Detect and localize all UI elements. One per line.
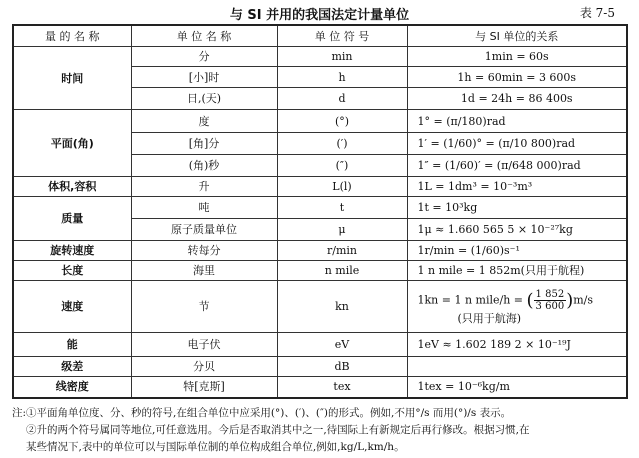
knot-note: (只用于航海): [457, 311, 522, 325]
table-row: [13, 333, 627, 357]
quantity-level: 级差: [13, 357, 131, 377]
si-relation: 1″ = (1/60)′ = (π/648 000)rad: [407, 155, 627, 177]
si-relation: 1μ ≈ 1.660 565 5 × 10⁻²⁷kg: [407, 219, 627, 241]
unit-name: 节: [131, 281, 277, 333]
si-relation: 1min = 60s: [407, 47, 627, 67]
header-quantity: 量 的 名 称: [13, 25, 131, 47]
unit-name: 海里: [131, 261, 277, 281]
si-relation: 1h = 60min = 3 600s: [407, 67, 627, 88]
unit-symbol: (″): [277, 155, 407, 177]
si-relation: [407, 357, 627, 377]
unit-symbol: tex: [277, 377, 407, 398]
unit-name: (角)秒: [131, 155, 277, 177]
si-relation: 1t = 10³kg: [407, 197, 627, 219]
unit-symbol: n mile: [277, 261, 407, 281]
si-relation: 1′ = (1/60)° = (π/10 800)rad: [407, 133, 627, 155]
unit-name: 度: [131, 110, 277, 133]
table-row: [13, 281, 627, 333]
units-table: [12, 24, 628, 399]
table-row: [13, 110, 627, 133]
unit-symbol: kn: [277, 281, 407, 333]
fraction-numerator: 1 852: [535, 288, 565, 300]
unit-name: 日,(天): [131, 88, 277, 110]
fraction: [534, 289, 567, 312]
table-row: [13, 177, 627, 197]
unit-name: [角]分: [131, 133, 277, 155]
unit-symbol: dB: [277, 357, 407, 377]
unit-symbol: h: [277, 67, 407, 88]
table-title: 与 SI 并用的我国法定计量单位: [229, 8, 410, 23]
table-row: [13, 261, 627, 281]
table-row: [13, 47, 627, 67]
quantity-mass: 质量: [13, 197, 131, 241]
unit-name: 分: [131, 47, 277, 67]
si-relation: 1tex = 10⁻⁶kg/m: [407, 377, 627, 398]
unit-symbol: L(l): [277, 177, 407, 197]
quantity-rotation: 旋转速度: [13, 241, 131, 261]
footnotes: [12, 405, 632, 456]
table-row: [13, 241, 627, 261]
si-relation: 1d = 24h = 86 400s: [407, 88, 627, 110]
unit-name: [小]时: [131, 67, 277, 88]
table-number: 表 7-5: [579, 6, 615, 20]
si-relation: 1L = 1dm³ = 10⁻³m³: [407, 177, 627, 197]
unit-name: 吨: [131, 197, 277, 219]
footnote-2-cont: 某些情况下,表中的单位可以与国际单位制的单位构成组合单位,例如,kg/L,km/h。: [26, 441, 405, 453]
quantity-speed: 速度: [13, 281, 131, 333]
knot-formula: 1kn = 1 n mile/h = ( $\frac{1 852}{3 600}$ )m/s: [417, 288, 594, 312]
unit-symbol: (°): [277, 110, 407, 133]
unit-name: 原子质量单位: [131, 219, 277, 241]
unit-name: 转每分: [131, 241, 277, 261]
quantity-energy: 能: [13, 333, 131, 357]
unit-symbol: μ: [277, 219, 407, 241]
si-relation: 1 n mile = 1 852m(只用于航程): [407, 261, 627, 281]
knot-formula-prefix: 1kn = 1 n mile/h =: [417, 293, 524, 306]
quantity-length: 长度: [13, 261, 131, 281]
unit-name: 特[克斯]: [131, 377, 277, 398]
footnote-2: ②升的两个符号属同等地位,可任意选用。今后是否取消其中之一,待国际上有新规定后再行修改。根据习惯,在: [26, 424, 530, 436]
quantity-density: 线密度: [13, 377, 131, 398]
unit-symbol: r/min: [277, 241, 407, 261]
knot-formula-suffix: m/s: [573, 293, 594, 306]
header-unit-symbol: 单 位 符 号: [277, 25, 407, 47]
header-si-relation: 与 SI 单位的关系: [407, 25, 627, 47]
unit-symbol: min: [277, 47, 407, 67]
table-row: [13, 377, 627, 398]
unit-name: 升: [131, 177, 277, 197]
unit-symbol: d: [277, 88, 407, 110]
fraction-denominator: 3 600: [535, 300, 565, 312]
footnote-1: 注:①平面角单位度、分、秒的符号,在组合单位中应采用(°)、(′)、(″)的形式。例如,不用°/s 而用(°)/s 表示。: [12, 407, 512, 419]
quantity-time: 时间: [13, 47, 131, 110]
si-relation: 1r/min = (1/60)s⁻¹: [407, 241, 627, 261]
unit-symbol: t: [277, 197, 407, 219]
unit-symbol: eV: [277, 333, 407, 357]
table-row: [13, 357, 627, 377]
si-relation: 1eV ≈ 1.602 189 2 × 10⁻¹⁹J: [407, 333, 627, 357]
si-relation: 1° = (π/180)rad: [407, 110, 627, 133]
si-relation: [407, 281, 627, 333]
header-unit-name: 单 位 名 称: [131, 25, 277, 47]
unit-symbol: (′): [277, 133, 407, 155]
quantity-volume: 体积,容积: [13, 177, 131, 197]
header-row: [13, 25, 627, 47]
unit-name: 分贝: [131, 357, 277, 377]
table-row: [13, 197, 627, 219]
unit-name: 电子伏: [131, 333, 277, 357]
quantity-angle: 平面(角): [13, 110, 131, 177]
